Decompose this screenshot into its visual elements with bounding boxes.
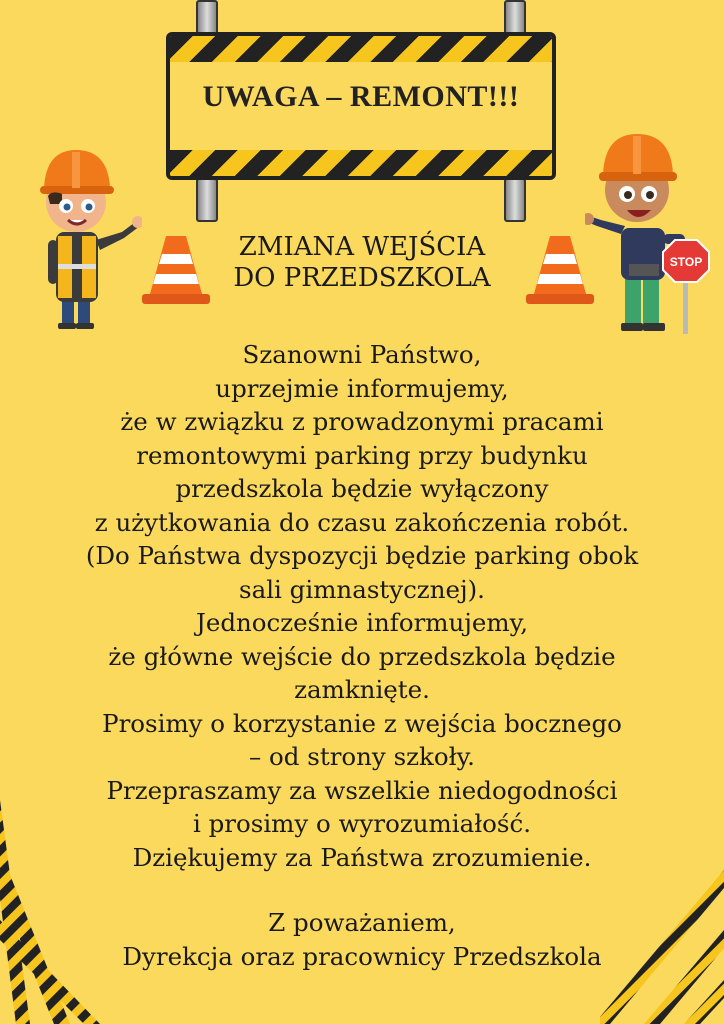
- body-line: zamknięte.: [294, 675, 430, 704]
- sign-board: [166, 32, 556, 180]
- sign-title: UWAGA – REMONT!!!: [202, 80, 520, 113]
- body-line: – od strony szkoły.: [249, 742, 475, 771]
- body-line: Prosimy o korzystanie z wejścia bocznego: [102, 708, 622, 738]
- body-line: Przepraszamy za wszelkie niedogodności: [106, 775, 618, 805]
- hazard-stripe: [170, 150, 552, 176]
- subtitle-line: ZMIANA WEJŚCIA: [238, 232, 486, 262]
- sign-post: [196, 178, 218, 222]
- subtitle: [200, 232, 524, 294]
- closing-signature: [30, 906, 694, 973]
- construction-sign: [166, 32, 556, 180]
- closing-line: Dyrekcja oraz pracownicy Przedszkola: [122, 941, 602, 971]
- stop-sign-label: STOP: [669, 255, 703, 269]
- body-line: że główne wejście do przedszkola będzie: [108, 641, 616, 671]
- worker-left-icon: [22, 140, 142, 330]
- body-line: uprzejmie informujemy,: [215, 373, 509, 403]
- subtitle-line: DO PRZEDSZKOLA: [233, 263, 491, 293]
- body-line: z użytkowania do czasu zakończenia robót.: [94, 507, 630, 537]
- body-line: (Do Państwa dyspozycji będzie parking obok: [85, 541, 639, 570]
- body-line: i prosimy o wyrozumiałość.: [193, 809, 531, 838]
- body-line: Jednocześnie informujemy,: [196, 608, 528, 637]
- announcement-body: [30, 338, 694, 874]
- body-line: że w związku z prowadzonymi pracami: [120, 407, 604, 436]
- sign-post: [504, 178, 526, 222]
- traffic-cone-icon: [524, 232, 596, 306]
- body-line: Dziękujemy za Państwa zrozumienie.: [132, 842, 592, 872]
- hazard-stripe: [170, 36, 552, 62]
- closing-line: Z poważaniem,: [268, 908, 456, 937]
- body-line: Szanowni Państwo,: [242, 340, 482, 369]
- body-line: przedszkola będzie wyłączony: [175, 474, 549, 503]
- worker-right-icon: [585, 130, 710, 335]
- body-line: sali gimnastycznej).: [239, 574, 485, 604]
- body-line: remontowymi parking przy budynku: [136, 440, 588, 470]
